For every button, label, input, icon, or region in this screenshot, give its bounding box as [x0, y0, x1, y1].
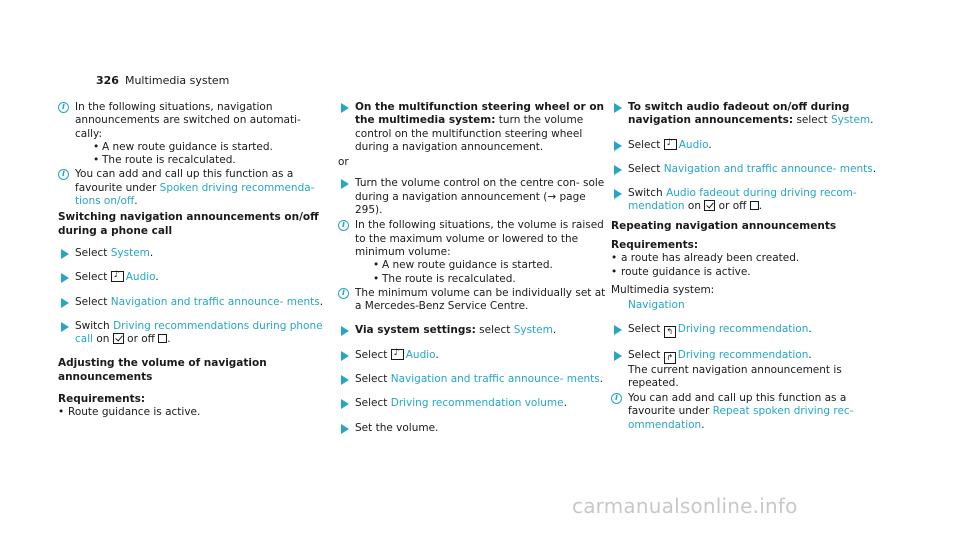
step: Select ♪Audio. — [338, 349, 608, 362]
section-heading: Adjusting the volume of navigation announcements — [58, 357, 267, 383]
fadeout-link[interactable]: Audio fadeout during driving recom‐ mendation — [628, 187, 857, 213]
step-arrow-icon — [61, 298, 69, 308]
list-item: • A new route guidance is started. — [75, 141, 330, 154]
audio-link[interactable]: Audio — [405, 348, 436, 361]
step: Select Navigation and traffic announce‐ ments. — [58, 296, 330, 309]
or-text: or — [338, 156, 349, 169]
step: Select System. — [58, 247, 330, 260]
step-arrow-icon — [614, 141, 622, 151]
section-heading: Switching navigation announcements on/off during a phone call — [58, 211, 319, 237]
section-heading: Repeating navigation announcements — [611, 219, 837, 232]
info-icon — [338, 220, 349, 231]
nav-traffic-link[interactable]: Navigation and traffic announce‐ ments — [663, 162, 873, 175]
list-item: • A new route guidance is started. — [355, 259, 608, 272]
unchecked-box-icon — [750, 201, 759, 210]
step: Via system settings: select System. — [338, 324, 608, 337]
column-2 — [338, 101, 608, 446]
step-arrow-icon — [341, 424, 349, 434]
step-arrow-icon — [614, 165, 622, 175]
volume-link[interactable]: Driving recommendation volume — [390, 397, 564, 410]
step: Select Driving recommendation volume. — [338, 397, 608, 410]
step-arrow-icon — [614, 325, 622, 335]
info-icon — [338, 288, 349, 299]
checked-box-icon — [704, 200, 715, 211]
favourite-link[interactable]: Spoken driving recommenda‐ tions on/off — [75, 181, 315, 208]
list-item: • route guidance is active. — [611, 266, 883, 279]
audio-icon — [664, 139, 677, 150]
step-arrow-icon — [614, 351, 622, 361]
tip-note: i In the following situations, the volume is raised to the maximum volume or lowered to the minimum volume: • A new route guidance is started. • The route is recalculated. — [338, 219, 608, 285]
list-item: • The route is recalculated. — [75, 154, 330, 167]
audio-icon — [111, 271, 124, 282]
step: Turn the volume control on the centre con‐ sole during a navigation announcement (→ page 295). — [338, 177, 608, 217]
step: Switch Driving recommendations during phone call on or off . — [58, 320, 330, 347]
step: To switch audio fadeout on/off during navigation announcements: select System. — [611, 101, 883, 128]
watermark: carmanualsonline.info — [572, 494, 798, 518]
info-icon — [611, 393, 622, 404]
step-arrow-icon — [341, 103, 349, 113]
navigation-arrow-icon: ↰ — [664, 326, 676, 338]
step-arrow-icon — [341, 179, 349, 189]
system-link[interactable]: System — [831, 114, 871, 127]
step: Select Navigation and traffic announce‐ ments. — [338, 373, 608, 386]
audio-link[interactable]: Audio — [125, 271, 156, 284]
step-arrow-icon — [341, 326, 349, 336]
navigation-link[interactable]: Navigation — [628, 299, 685, 312]
step-arrow-icon — [61, 249, 69, 259]
step: On the multifunction steering wheel or on the multimedia system: turn the volume control on the multifunction steering wheel during a navigation announcement. — [338, 101, 608, 154]
list-item: • a route has already been created. — [611, 252, 883, 265]
column-3 — [611, 101, 883, 433]
step: Set the volume. — [338, 422, 608, 435]
driving-recommendation-link[interactable]: Driving recommendation — [677, 322, 809, 335]
step-arrow-icon — [341, 351, 349, 361]
page-header — [96, 74, 229, 87]
step-arrow-icon — [614, 189, 622, 199]
navigation-arrow-icon: ↱ — [664, 352, 676, 364]
audio-icon — [391, 349, 404, 360]
driving-recommendation-link[interactable]: Driving recommendation — [677, 348, 809, 361]
step-arrow-icon — [341, 399, 349, 409]
page-number: 326 — [96, 74, 119, 87]
tip-note: i You can add and call up this function as a favourite under Spoken driving recommenda‐ tions on/off. — [58, 168, 330, 208]
system-link[interactable]: System — [513, 324, 553, 337]
nav-traffic-link[interactable]: Navigation and traffic announce‐ ments — [390, 373, 600, 386]
unchecked-box-icon — [158, 334, 167, 343]
info-icon — [58, 102, 69, 113]
column-1 — [58, 101, 330, 420]
tip-note: i In the following situations, navigation announcements are switched on automati‐ cally: • A new route guidance is started. • The route is recalculated. — [58, 101, 330, 167]
step-arrow-icon — [61, 273, 69, 283]
step: Select ♪Audio. — [611, 139, 883, 152]
system-link[interactable]: System — [110, 246, 150, 259]
requirements-label: Requirements: — [58, 393, 146, 406]
repeat-link[interactable]: Repeat spoken driving rec‐ ommendation — [628, 405, 854, 431]
step-arrow-icon — [341, 375, 349, 385]
section-title: Multimedia system — [124, 74, 230, 87]
nav-traffic-link[interactable]: Navigation and traffic announce‐ ments — [110, 295, 320, 308]
step: Switch Audio fadeout during driving recom‐ mendation on or off . — [611, 187, 883, 214]
requirements-label: Requirements: — [611, 239, 699, 252]
system-label: Multimedia system: — [611, 283, 715, 296]
step: Select Navigation and traffic announce‐ ments. — [611, 163, 883, 176]
step: Select ♪Audio. — [58, 271, 330, 284]
checked-box-icon — [113, 333, 124, 344]
step: Select ↰ Driving recommendation. — [611, 323, 883, 338]
phone-call-link[interactable]: Driving recommendations during phone call — [75, 319, 323, 346]
audio-link[interactable]: Audio — [678, 138, 709, 151]
step: Select ↱ Driving recommendation. The current navigation announcement is repeated. — [611, 349, 883, 391]
list-item: • Route guidance is active. — [58, 406, 330, 419]
step-arrow-icon — [61, 322, 69, 332]
info-icon — [58, 169, 69, 180]
tip-note: i You can add and call up this function as a favourite under Repeat spoken driving rec‐ ommendation. — [611, 392, 883, 432]
step-arrow-icon — [614, 103, 622, 113]
tip-note: i The minimum volume can be individually set at a Mercedes-Benz Service Centre. — [338, 287, 608, 314]
list-item: • The route is recalculated. — [355, 273, 608, 286]
